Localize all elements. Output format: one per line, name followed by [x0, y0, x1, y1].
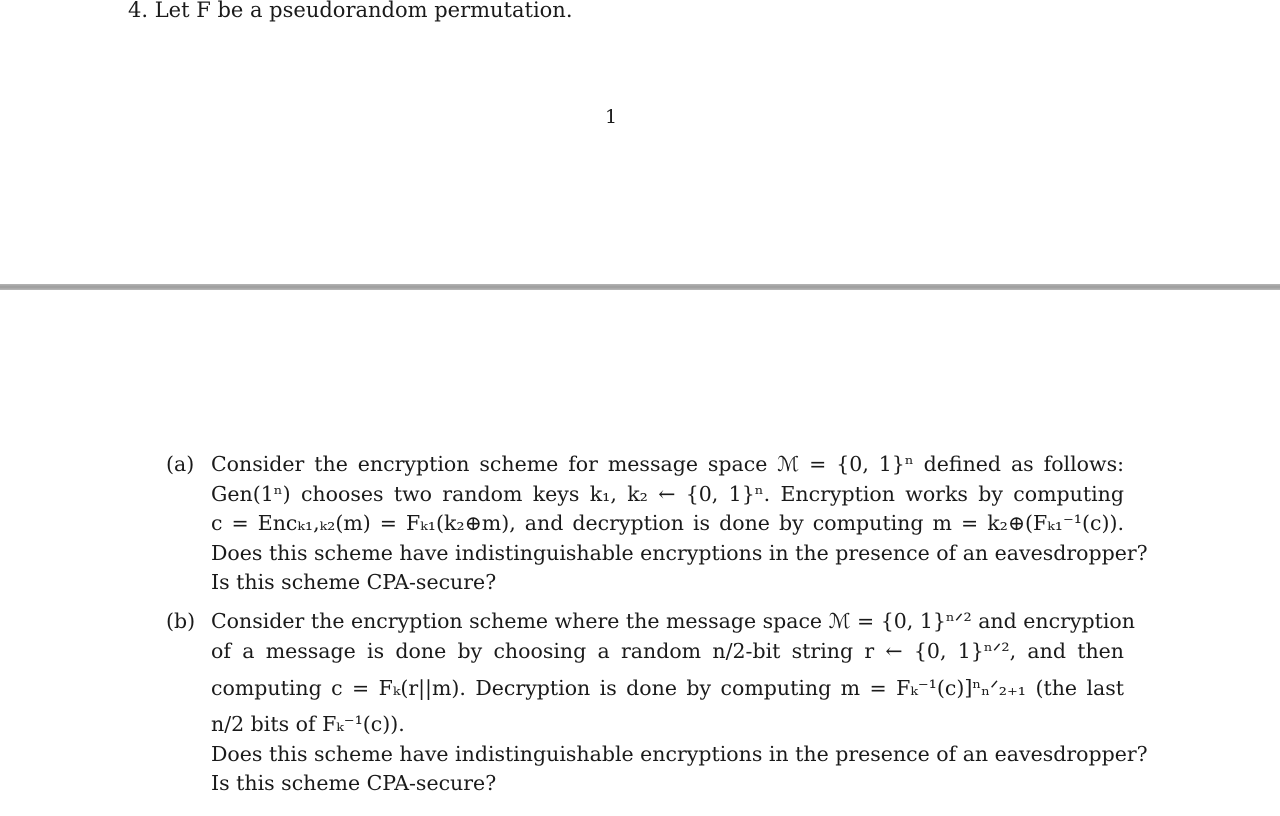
part-b-body — [211, 607, 1148, 799]
question-title: 4. Let F be a pseudorandom permutation. — [128, 0, 573, 22]
part-a-label: (a) — [166, 452, 195, 476]
part-b-label: (b) — [166, 609, 196, 633]
part-b-line-1: Consider the encryption scheme where the message space ℳ = {0, 1}ⁿᐟ² and encryption — [211, 609, 1135, 633]
part-b-question-cpa: Is this scheme CPA-secure? — [211, 771, 497, 795]
part-a — [166, 450, 1148, 598]
page-number: 1 — [605, 106, 618, 128]
page-top — [0, 0, 1280, 284]
part-b — [166, 607, 1148, 799]
part-b-line-4: n/2 bits of Fₖ⁻¹(c)). — [211, 712, 405, 736]
part-a-line-3: c = Encₖ₁,ₖ₂(m) = Fₖ₁(k₂⊕m), and decryption is done by computing m = k₂⊕(Fₖ₁⁻¹(c)). — [211, 511, 1124, 535]
part-a-body — [211, 450, 1148, 598]
part-a-line-2: Gen(1ⁿ) chooses two random keys k₁, k₂ ← {0, 1}ⁿ. Encryption works by computing — [211, 481, 1124, 506]
part-a-line-1: Consider the encryption scheme for message space ℳ = {0, 1}ⁿ defined as follows: — [211, 452, 1124, 476]
part-b-line-3: computing c = Fₖ(r||m). Decryption is done by computing m = Fₖ⁻¹(c)]ⁿₙᐟ₂₊₁ (the last — [211, 676, 1124, 700]
part-a-question-cpa: Is this scheme CPA-secure? — [211, 570, 497, 594]
part-a-question-eavesdropper: Does this scheme have indistinguishable encryptions in the presence of an eavesdropper? — [211, 540, 1148, 565]
part-b-line-2: of a message is done by choosing a random n/2-bit string r ← {0, 1}ⁿᐟ², and then — [211, 638, 1124, 663]
part-b-question-eavesdropper: Does this scheme have indistinguishable encryptions in the presence of an eavesdropper? — [211, 741, 1148, 766]
